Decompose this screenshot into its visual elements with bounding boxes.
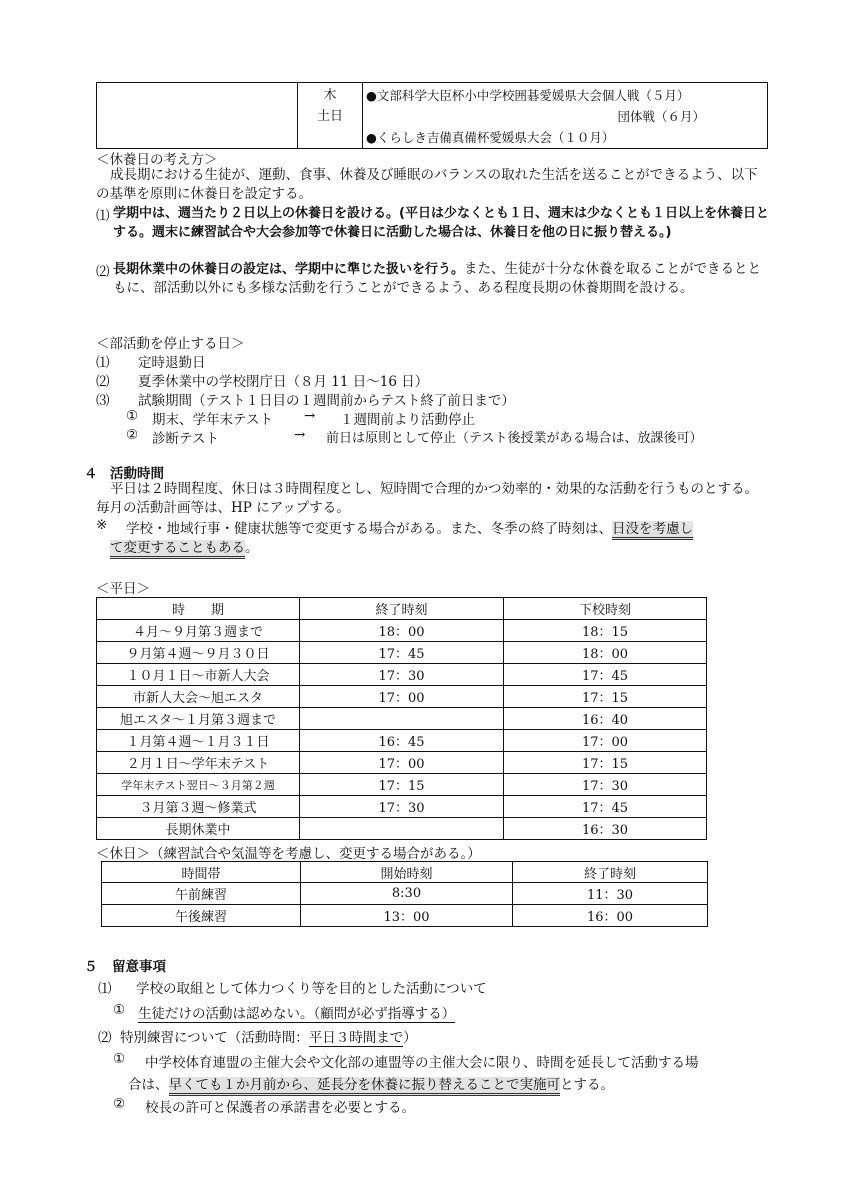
- stop-sub-num: ①: [126, 408, 139, 424]
- section5-item2-sub1-pre: 合は、: [128, 1077, 169, 1093]
- table-cell: 18：15: [504, 620, 707, 642]
- section4-note-line2: [110, 536, 259, 556]
- stop-sub-label: 期末、学年末テスト: [152, 412, 273, 428]
- rest-item2-rest: また、生徒が十分な休養を取ることができるとともに、部活動以外にも多様な活動を行うことができるよう、ある程度長期の休養期間を設ける。: [113, 261, 762, 296]
- section4-note-mark: ※: [96, 517, 108, 533]
- stop-sub-text: 前日は原則として停止（テスト後授業がある場合は、放課後可）: [326, 431, 703, 446]
- table-cell: ９月第４週～９月３０日: [97, 642, 300, 664]
- stop-sub-num: ②: [126, 427, 139, 443]
- table-cell: 旭エスタ～１月第３週まで: [97, 708, 300, 730]
- section5-item2-post: ）: [403, 1030, 417, 1046]
- table-cell: 17：15: [504, 686, 707, 708]
- section5-item1-sub-underlined: 生徒だけの活動は認めない。（顧問が必ず指導する）: [138, 1006, 456, 1022]
- table-cell: ４月～９月第３週まで: [97, 620, 300, 642]
- event-item: ●くらしき吉備真備杯愛媛県大会（１０月）: [366, 130, 615, 145]
- section4-note-end: 。: [245, 540, 259, 556]
- table-cell: 17：15: [300, 774, 504, 796]
- section5-item1-sub-text: [138, 1002, 455, 1022]
- weekday-header: 終了時刻: [300, 598, 504, 620]
- table-cell: 17：30: [504, 774, 707, 796]
- section5-item2-sub1-num: ①: [113, 1051, 126, 1067]
- stop-item-num: ⑵: [96, 374, 110, 390]
- section5-item1-num: ⑴: [98, 981, 112, 997]
- section4-note-highlight: 日没を考慮し: [612, 521, 693, 540]
- rest-item1-text: 学期中は、週当たり２日以上の休養日を設ける。(平日は少なくとも１日、週末は少なくとも１日以上を休養日とする。週末に練習試合や大会参加等で休養日に活動した場合は、休養日を他の日に振り替える。): [113, 206, 769, 240]
- stop-sub-label: 診断テスト: [152, 431, 219, 447]
- holiday-header: 時間帯: [102, 862, 301, 883]
- stop-item-num: ⑴: [96, 355, 110, 371]
- table-cell: 17：45: [300, 642, 504, 664]
- section5-item2-sub1-line1: 中学校体育連盟の主催大会や文化部の連盟等の主催大会に限り、時間を延長して活動する場: [145, 1055, 699, 1071]
- section4-note-line1: [126, 517, 693, 537]
- table-cell: 18：00: [504, 642, 707, 664]
- rest-intro: 成長期における生徒が、運動、食事、休養及び睡眠のバランスの取れた生活を送ることができるよう、以下の基準を原則に休養日を設定する。: [96, 167, 758, 202]
- table-cell: 17：30: [300, 664, 504, 686]
- table-cell: 16：45: [300, 730, 504, 752]
- weekday-header: 下校時刻: [504, 598, 707, 620]
- table-cell: 17：00: [300, 752, 504, 774]
- stop-sub-text: １週間前より活動停止: [340, 412, 475, 428]
- stop-item-text: 夏季休業中の学校閉庁日（８月 11 日～16 日）: [138, 374, 429, 390]
- table-cell: ３月第３週～修業式: [97, 796, 300, 818]
- table-cell: 17：00: [300, 686, 504, 708]
- section5-num: ５: [84, 959, 98, 975]
- table-cell: [300, 708, 504, 730]
- day-thursday: 木: [323, 88, 337, 103]
- stop-item-text: 定時退勤日: [138, 355, 206, 371]
- table-cell: 16：00: [513, 905, 708, 927]
- table-cell: 8:30: [301, 883, 513, 905]
- table-cell: 17：30: [300, 796, 504, 818]
- rest-heading: ＜休養日の考え方＞: [96, 152, 218, 168]
- holiday-table: [101, 861, 708, 927]
- table-cell: 17：00: [504, 730, 707, 752]
- table-cell: 長期休業中: [97, 818, 300, 840]
- table-cell: 13：00: [301, 905, 513, 927]
- stop-item-text: 試験期間（テスト１日目の１週間前からテスト終了前日まで）: [138, 393, 515, 409]
- arrow-icon: →: [304, 408, 316, 424]
- stop-item-num: ⑶: [96, 393, 110, 409]
- section4-title: 活動時間: [110, 466, 164, 482]
- section4-note-plain: 学校・地域行事・健康状態等で変更する場合がある。また、冬季の終了時刻は、: [126, 521, 612, 537]
- table-cell: 18：00: [300, 620, 504, 642]
- arrow-icon: →: [294, 427, 306, 443]
- table-cell: 16：40: [504, 708, 707, 730]
- table-cell: １０月１日～市新人大会: [97, 664, 300, 686]
- holiday-header: 開始時刻: [301, 862, 513, 883]
- section5-title: 留意事項: [112, 959, 166, 975]
- table-cell: 17：15: [504, 752, 707, 774]
- day-weekend: 土日: [316, 109, 343, 124]
- rest-item2-text: [113, 260, 769, 298]
- table-cell: 午後練習: [102, 905, 301, 927]
- section5-item2-pre: 特別練習について（活動時間：: [120, 1030, 309, 1046]
- section4-num: ４: [84, 466, 98, 482]
- section5-item2-sub2-num: ②: [113, 1096, 126, 1112]
- section5-item1-text: 学校の取組として体力つくり等を目的とした活動について: [136, 981, 487, 997]
- section5-item2-sub1-line2: [128, 1073, 614, 1093]
- table-cell: 市新人大会～旭エスタ: [97, 686, 300, 708]
- section5-item2-num: ⑵: [98, 1030, 112, 1046]
- table-cell: 11：30: [513, 883, 708, 905]
- table-cell: １月第４週～１月３１日: [97, 730, 300, 752]
- rest-item1-num: ⑴: [96, 208, 110, 224]
- event-item: 団体戦（６月）: [617, 109, 705, 124]
- stop-heading: ＜部活動を停止する日＞: [96, 336, 245, 352]
- event-table-day-cell: [298, 83, 363, 149]
- event-table-events-cell: [363, 83, 768, 149]
- table-cell: 17：45: [504, 664, 707, 686]
- table-cell: 17：45: [504, 796, 707, 818]
- weekday-label: ＜平日＞: [96, 581, 150, 597]
- section4-body: 平日は２時間程度、休日は３時間程度とし、短時間で合理的かつ効率的・効果的な活動を行うものとする。毎月の活動計画等は、HP にアップする。: [96, 481, 758, 516]
- section5-item2-sub2-text: 校長の許可と保護者の承諾書を必要とする。: [145, 1100, 415, 1116]
- table-cell: 16：30: [504, 818, 707, 840]
- table-cell: [300, 818, 504, 840]
- table-cell: ２月１日～学年末テスト: [97, 752, 300, 774]
- holiday-header: 終了時刻: [513, 862, 708, 883]
- event-table-blank-cell: [97, 83, 298, 149]
- weekday-table: [96, 597, 707, 840]
- section5-item2-text: [120, 1026, 417, 1046]
- section5-item2-sub1-post: とする。: [560, 1077, 614, 1093]
- table-cell: 学年末テスト翌日～３月第２週: [97, 774, 300, 796]
- holiday-label: ＜休日＞（練習試合や気温等を考慮し、変更する場合がある。）: [96, 846, 481, 862]
- table-cell: 午前練習: [102, 883, 301, 905]
- event-table: [96, 82, 768, 149]
- rest-item2-bold: 長期休業中の休養日の設定は、学期中に準じた扱いを行う。: [113, 262, 465, 277]
- section5-item2-underlined: 平日３時間まで: [308, 1030, 404, 1046]
- section4-note-highlight: て変更することもある: [110, 540, 245, 559]
- weekday-header: 時 期: [97, 598, 300, 620]
- section5-item1-sub-num: ①: [113, 1002, 126, 1018]
- rest-item2-num: ⑵: [96, 264, 110, 280]
- section5-item2-sub1-highlight: 早くても１か月前から、延長分を休養に振り替えることで実施可: [169, 1077, 561, 1096]
- event-item: ●文部科学大臣杯小中学校囲碁愛媛県大会個人戦（５月）: [366, 88, 690, 103]
